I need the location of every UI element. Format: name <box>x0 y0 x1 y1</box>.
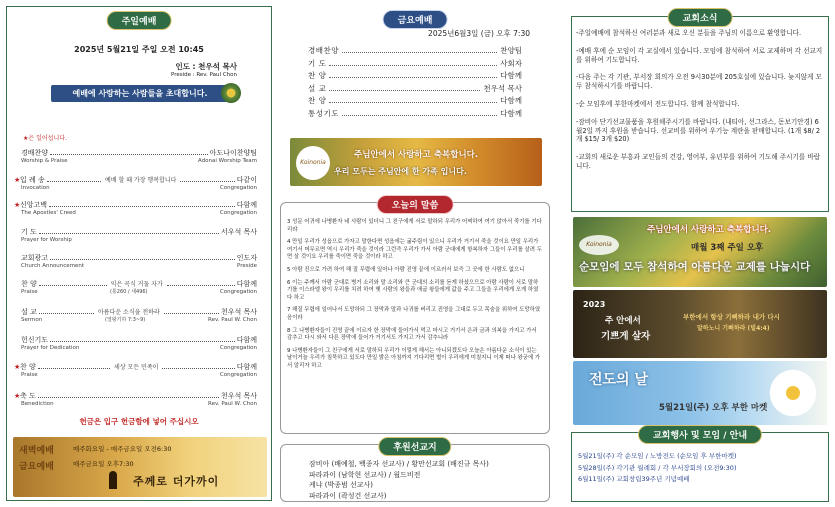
order-item-4 <box>21 254 257 270</box>
friday-order <box>280 28 550 120</box>
praying-figure-icon <box>109 471 117 489</box>
banner2-right2: 말하노니 기뻐하라 (빌4:4) <box>697 325 770 332</box>
order-who: 다함께 <box>236 336 257 344</box>
mission-item: 파라과이 (곽성건 선교사) <box>309 491 387 500</box>
order-en: Benediction <box>21 401 54 407</box>
order-en: Worship & Praise <box>21 158 68 164</box>
todays-word-box <box>280 202 550 434</box>
verse: 4 만일 우리가 성읍으로 가자고 말한다면 성읍에는 굶주림이 있으니 우리가 거기서 죽을 것이요 만일 우리가 여기서 머무르면 역시 우리가 죽을 것이라 그런즉 우리가 가서 아람 군대에게 항복하자 그들이 우리를 살려 두면 살 것이요 우리를 죽이면 죽을 것이라 하고 <box>287 239 542 261</box>
order-mid: 예배 할 때 가장 행복합니다 <box>105 177 177 184</box>
order-item-0 <box>21 149 257 165</box>
friday-row <box>280 45 550 58</box>
order-who: 다함께 <box>236 280 258 288</box>
friday-row-who: 다함께 <box>500 108 522 118</box>
events-header: 교회행사 및 모임 / 안내 <box>638 425 762 444</box>
order-en-who: Congregation <box>219 185 257 191</box>
news-item: -다음 주는 각 기관, 부서장 회의가 오전 9시30분에 205호실에 있습니다. 늦지않게 모두 참석하시기를 바랍니다. <box>576 73 822 91</box>
order-en-who: Adonai Worship Team <box>197 158 257 164</box>
promo-slogan: 주께로 더가까이 <box>133 475 220 488</box>
order-name: 입 례 송 <box>20 176 45 184</box>
banner2-line2: 기쁘게 살자 <box>601 331 651 342</box>
friday-row <box>280 83 550 96</box>
offering-note: 헌금은 입구 헌금함에 넣어 주십시오 <box>79 417 199 426</box>
friday-row-name: 찬 양 <box>308 96 327 105</box>
events-box <box>571 432 829 502</box>
friday-row-name: 경배찬양 <box>308 46 339 55</box>
daisy-icon <box>767 367 819 419</box>
news-item: -잠비아 단기선교물품을 후원해주시기를 바랍니다. (내티아, 선그라스, 돋보기안경) 6월2일 까지 후원을 받습니다. 선교비를 위하여 우기능 계란을 판매합니다. (1개 $8/ 2개 $15/ 3개 $20) <box>576 117 821 144</box>
order-who: 천우석 목사 <box>220 392 257 400</box>
order-en: Invocation <box>21 185 50 191</box>
order-item-1 <box>14 176 257 192</box>
friday-panel <box>280 6 550 501</box>
order-who: 천우석 목사 <box>220 308 258 316</box>
order-item-6 <box>21 308 257 324</box>
koinonia-logo: Koinonia <box>579 235 619 255</box>
friday-row-who: 찬양팀 <box>500 46 522 55</box>
order-item-2 <box>14 201 257 217</box>
evangelism-day-banner <box>573 361 827 425</box>
order-item-8 <box>14 363 257 379</box>
order-name: 기 도 <box>21 228 37 236</box>
star-icon: ★ <box>14 392 21 400</box>
friday-row-who: 사회자 <box>500 58 522 68</box>
banner1-slogan: 순모임에 모두 참석하여 아름다운 교제를 나눕시다 <box>579 261 811 273</box>
order-en-who: Rev. Paul W. Chon <box>208 401 257 407</box>
order-name: 찬 양 <box>21 280 37 288</box>
koinonia-banner <box>290 138 542 186</box>
order-item-5 <box>21 280 257 296</box>
friday-row-name: 통성기도 <box>308 108 339 118</box>
news-header: 교회소식 <box>668 8 733 27</box>
friday-row-name: 기 도 <box>308 58 327 68</box>
event-item: 6월11일(주) 교회창립39주년 기념예배 <box>578 475 690 483</box>
order-item-3 <box>21 228 257 244</box>
banner2-year: 2023 <box>583 300 606 309</box>
church-news-box <box>571 16 829 212</box>
preacher-line: 인도 : 천우석 목사 <box>175 62 237 71</box>
order-en-who: Preside <box>236 263 257 269</box>
promo-line-friday: 매주금요일 오후7:30 <box>73 460 134 468</box>
order-name: 헌신기도 <box>21 336 49 344</box>
order-sub: (열왕기하 7:3~9) <box>105 317 146 323</box>
banner3-date: 5월21일(주) 오후 부한 마켓 <box>659 403 768 413</box>
news-panel <box>571 6 829 501</box>
order-item-7 <box>21 336 257 352</box>
star-icon: ★ <box>14 176 21 184</box>
welcome-text: 예배에 사랑하는 사람들을 초대합니다. <box>72 89 208 98</box>
order-name: 축 도 <box>20 392 36 400</box>
scripture-text <box>287 219 543 376</box>
order-en: The Apostles' Creed <box>21 210 76 216</box>
banner1-meeting: 매월 3째 주일 오후 <box>691 243 764 253</box>
small-group-banner <box>573 217 827 287</box>
promo-line-dawn: 매주화요일 - 매주금요일 오전6:30 <box>73 445 172 453</box>
worship-times-banner <box>13 437 267 497</box>
order-sub: (통260 / 새496) <box>110 289 148 295</box>
mission-item: 잠비아 (배예철, 백종자 선교사) / 황만선교회 (배진규 목사) <box>309 460 489 468</box>
order-en: Praise <box>21 289 38 295</box>
friday-row <box>280 95 550 108</box>
order-en: Church Announcement <box>21 263 85 269</box>
order-who: 인도자 <box>236 254 257 262</box>
order-mid: 익은 곡식 거둘 자가 <box>110 281 163 288</box>
friday-date: 2025년6월3일 (금) 오후 7:30 <box>428 29 530 38</box>
star-icon: ★ <box>14 363 21 371</box>
order-name: 신앙고백 <box>20 201 48 209</box>
verse: 5 아람 진으로 가려 하여 해 질 무렵에 일어나 아람 진영 끝에 이르러서 보즉 그 곳에 한 사람도 없으니 <box>287 266 525 273</box>
news-item: -예배 후에 순 모임이 각 교실에서 있습니다. 모임에 참석하여 서로 교제하며 각 선교지를 위하여 기도합니다. <box>576 46 823 64</box>
verse: 8 그 나병환자들이 진영 끝에 이르자 한 장막에 들어가서 먹고 마시고 거기서 은과 금과 의복을 가지고 가서 감추고 다시 와서 다른 장막에 들어가 거기서도 가지고 가서 감추니라 <box>287 327 537 342</box>
order-en: Prayer for Dedication <box>21 345 80 351</box>
sunday-worship-panel <box>6 6 272 501</box>
order-mid: 세상 모든 민족이 <box>114 364 159 371</box>
sunday-header: 주일예배 <box>107 11 172 30</box>
friday-row <box>280 70 550 83</box>
order-en-who: Congregation <box>219 210 257 216</box>
events-list <box>578 451 737 486</box>
todays-word-header: 오늘의 말씀 <box>377 195 454 214</box>
friday-row <box>280 58 550 71</box>
order-en-who: Congregation <box>219 289 257 295</box>
event-item: 5월21일(주) 각 순모임 / 노방전도 (순모임 후 부한마켓) <box>578 452 737 460</box>
preacher-en: Preside : Rev. Paul Chon <box>170 72 237 78</box>
order-en-who: Rev. Paul W. Chon <box>208 317 257 323</box>
missions-box <box>280 444 550 502</box>
order-who: 아도나이찬양팀 <box>209 149 257 157</box>
order-en-who: Congregation <box>219 372 257 378</box>
order-who: 다함께 <box>236 363 257 371</box>
mission-item: 케냐 (박종범 선교사) <box>309 481 374 489</box>
flower-icon <box>221 83 241 103</box>
news-list <box>576 29 824 180</box>
stand-note: ★은 일어섭니다. <box>23 135 67 142</box>
friday-row <box>280 108 550 121</box>
banner3-title: 전도의 날 <box>589 372 648 388</box>
verse: 7 해질 무렵에 일어나서 도망하되 그 장막과 말과 나귀를 버리고 진영을 그대로 두고 목숨을 위하여 도망하였음이라 <box>287 307 541 321</box>
koinonia-logo: Koinonia <box>296 146 330 180</box>
order-name: 설 교 <box>21 308 37 316</box>
star-icon: ★ <box>14 201 21 209</box>
friday-row-name: 설 교 <box>308 83 327 93</box>
friday-header: 금요예배 <box>383 10 448 29</box>
order-who: 다같이 <box>236 176 257 184</box>
order-en: Sermon <box>21 317 43 323</box>
news-item: -교회의 새로운 부흥과 교인들의 건강, 영어부, 유년부를 위하여 기도해 주시기를 바랍니다. <box>576 153 821 170</box>
news-item: -순 모임후에 부한마켓에서 전도합니다. 함께 참석합니다. <box>576 99 740 108</box>
sunday-preacher <box>171 62 237 80</box>
order-en: Prayer for Worship <box>21 237 72 243</box>
promo-title-dawn: 새벽예배 <box>19 446 54 456</box>
event-item: 5월28일(주) 각기관 월례회 / 각 부서장회의 (오전9:30) <box>578 463 737 472</box>
banner2-line1: 주 안에서 <box>605 316 641 326</box>
verse: 9 나병환자들이 그 친구에게 서로 말하되 우리가 이렇게 해서는 아니되겠도다 오늘은 아름다운 소식이 있는 날이거늘 우리가 침묵하고 있도다 만일 밝은 아침까지 기다리면 벌이 우리에게 미칠지니 이제 떠나 왕궁에 가서 알리자 하고 <box>287 347 541 369</box>
friday-row-who: 천우석 목사 <box>483 83 522 93</box>
koinonia-line2: 우리 모두는 주님안에 한 가족 입니다. <box>334 167 467 176</box>
promo-title-friday: 금요예배 <box>19 462 54 472</box>
banner2-right1: 부한에서 항상 기뻐하라 내가 다시 <box>683 313 780 321</box>
friday-row-name: 찬 양 <box>308 71 327 80</box>
order-name: 찬 양 <box>20 363 36 371</box>
news-item: -주일예배에 참석하신 여러분과 새로 오신 분들을 주님의 이름으로 환영합니다. <box>576 29 802 37</box>
order-item-9 <box>14 392 257 408</box>
missions-header: 후원선교지 <box>378 437 451 456</box>
order-who: 서우석 목사 <box>220 228 257 236</box>
friday-row-who: 다함께 <box>500 96 522 105</box>
order-who: 다함께 <box>236 201 257 209</box>
order-en-who: Congregation <box>219 345 257 351</box>
verse: 3 성문 어귀에 나병환자 네 사람이 있더니 그 친구에게 서로 말하되 우리가 어찌하여 여기 앉아서 죽기를 기다리랴 <box>287 219 542 233</box>
year-theme-banner <box>573 290 827 358</box>
koinonia-line1: 주님안에서 사랑하고 축복합니다. <box>354 150 479 160</box>
sunday-date: 2025년 5월21일 주일 오전 10:45 <box>74 45 204 54</box>
mission-item: 파라과이 (남학현 선교사) / 월드비전 <box>309 470 421 479</box>
missions-list <box>309 459 489 501</box>
order-mid: 아름다운 소식을 전하라 <box>97 309 160 316</box>
order-en: Praise <box>21 372 38 378</box>
verse: 6 이는 주께서 아람 군대로 병거 소리와 말 소리와 큰 군대의 소리를 듣게 하셨으므로 아람 사람이 서로 말하기를 이스라엘 왕이 우리를 치려 하여 헷 사람의 왕들과 애굽 왕들에게 값을 주고 그들을 우리에게 오게 하였다 하고 <box>287 279 539 301</box>
friday-row-who: 다함께 <box>500 71 522 80</box>
order-name: 교회광고 <box>21 254 49 262</box>
order-name: 경배찬양 <box>21 149 49 157</box>
banner1-headline: 주님안에서 사랑하고 축복합니다. <box>647 225 772 235</box>
welcome-banner <box>51 85 229 102</box>
